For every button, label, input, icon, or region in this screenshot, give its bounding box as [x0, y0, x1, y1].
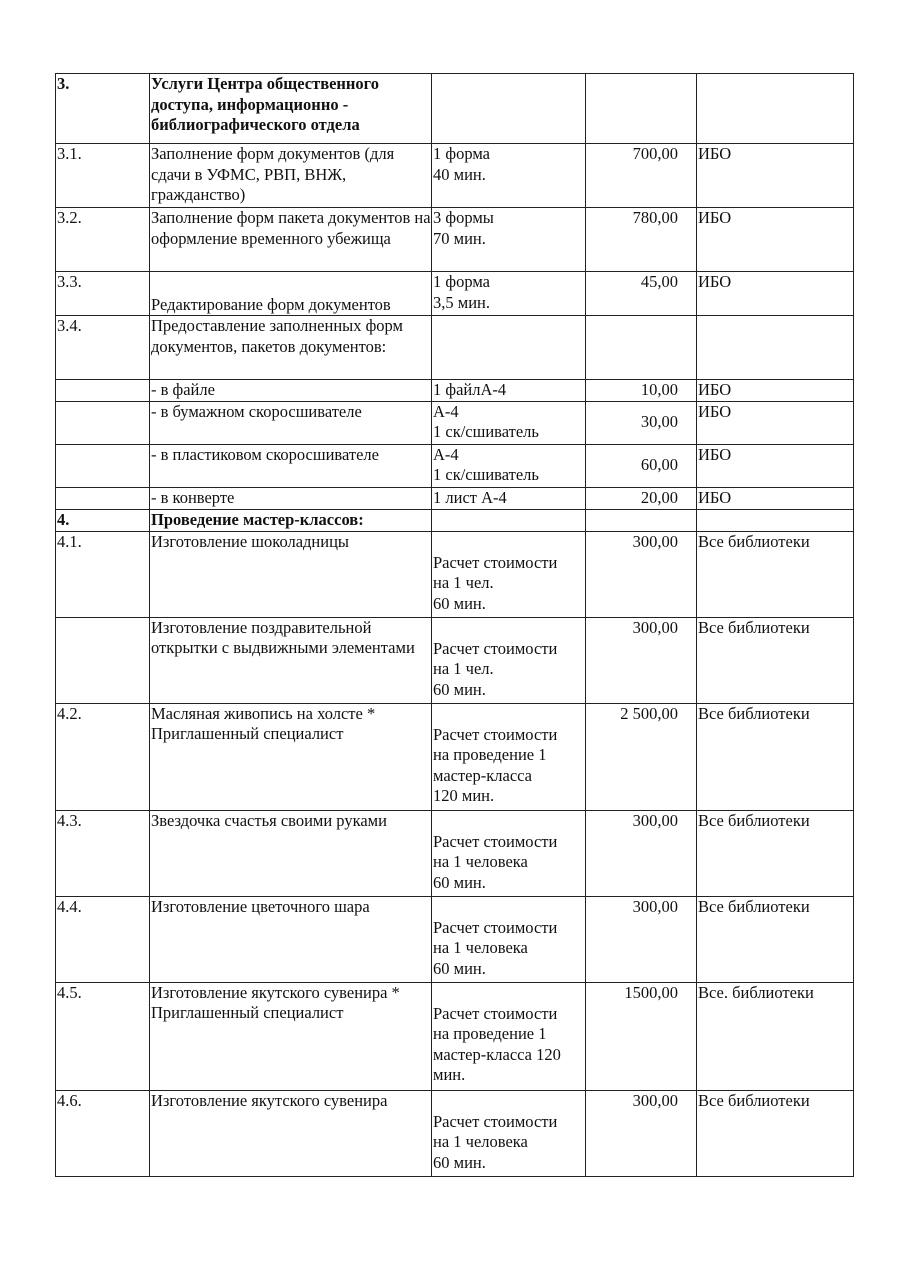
row-number: 3.1.: [56, 144, 150, 208]
row-number: 3.4.: [56, 316, 150, 380]
row-number: 4.6.: [56, 1090, 150, 1176]
unit-line: мастер-класса: [433, 765, 532, 785]
location-cell: ИБО: [697, 487, 854, 509]
service-name: Изготовление шоколадницы: [150, 531, 432, 617]
unit-line: 60 мин.: [433, 679, 486, 699]
location-cell: ИБО: [697, 208, 854, 272]
location-cell: [697, 316, 854, 380]
row-number: 4.1.: [56, 531, 150, 617]
unit-cell: [432, 617, 586, 703]
unit-line: на 1 человека: [433, 938, 528, 957]
location-cell: Все. библиотеки: [697, 982, 854, 1090]
table-row: [56, 316, 854, 380]
price-cell: 300,00: [586, 617, 697, 703]
row-number: 3.: [56, 74, 150, 144]
table-row: [56, 617, 854, 703]
unit-line: 1 ск/сшиватель: [433, 422, 539, 441]
unit-line: 40 мин.: [433, 164, 486, 184]
location-cell: ИБО: [697, 380, 854, 402]
unit-line: 60 мин.: [433, 1152, 486, 1172]
unit-cell: [432, 144, 586, 208]
unit-line: Расчет стоимости: [433, 917, 558, 937]
unit-cell: [432, 703, 586, 810]
price-cell: [586, 509, 697, 531]
table-row: [56, 509, 854, 531]
unit-line: 3,5 мин.: [433, 292, 490, 312]
unit-cell: [432, 509, 586, 531]
location-cell: Все библиотеки: [697, 896, 854, 982]
row-number: 4.4.: [56, 896, 150, 982]
table-row: [56, 810, 854, 896]
row-number: [56, 617, 150, 703]
unit-cell: [432, 401, 586, 444]
unit-line: А-4: [433, 401, 459, 421]
row-number: [56, 444, 150, 487]
unit-line: 120 мин.: [433, 786, 495, 805]
unit-line: Расчет стоимости: [433, 1003, 558, 1023]
unit-line: мин.: [433, 1065, 466, 1084]
price-cell: 300,00: [586, 896, 697, 982]
unit-cell: [432, 74, 586, 144]
price-cell: [586, 74, 697, 144]
price-cell: 1500,00: [586, 982, 697, 1090]
row-number: 4.3.: [56, 810, 150, 896]
location-cell: Все библиотеки: [697, 810, 854, 896]
unit-line: 60 мин.: [433, 593, 486, 613]
unit-line: мастер-класса 120: [433, 1044, 561, 1064]
location-cell: ИБО: [697, 444, 854, 487]
service-name: Изготовление якутского сувенира: [150, 1090, 432, 1176]
unit-cell: [432, 444, 586, 487]
price-cell: 45,00: [586, 272, 697, 316]
price-cell: 30,00: [586, 401, 697, 444]
unit-cell: [432, 1090, 586, 1176]
unit-cell: [432, 208, 586, 272]
unit-line: Расчет стоимости: [433, 724, 558, 744]
row-number: [56, 401, 150, 444]
service-name: Изготовление цветочного шара: [150, 896, 432, 982]
unit-cell: [432, 272, 586, 316]
table-row: [56, 380, 854, 402]
location-cell: [697, 509, 854, 531]
table-row: [56, 487, 854, 509]
location-cell: Все библиотеки: [697, 703, 854, 810]
price-cell: 300,00: [586, 531, 697, 617]
table-row: [56, 1090, 854, 1176]
service-name: Предоставление заполненных форм документов, пакетов документов:: [150, 316, 432, 380]
service-name: - в пластиковом скоросшивателе: [150, 444, 432, 487]
service-name: - в бумажном скоросшивателе: [150, 401, 432, 444]
service-name: Изготовление поздравительной открытки с выдвижными элементами: [150, 617, 432, 703]
location-cell: Все библиотеки: [697, 531, 854, 617]
price-cell: 780,00: [586, 208, 697, 272]
table-row: [56, 703, 854, 810]
unit-line: Расчет стоимости: [433, 552, 558, 572]
unit-cell: [432, 982, 586, 1090]
price-cell: 10,00: [586, 380, 697, 402]
price-cell: 300,00: [586, 1090, 697, 1176]
table-row: [56, 531, 854, 617]
price-list-page: [55, 73, 854, 1177]
location-cell: [697, 74, 854, 144]
table-row: [56, 272, 854, 316]
unit-cell: [432, 316, 586, 380]
unit-line: 70 мин.: [433, 228, 486, 248]
price-cell: 60,00: [586, 444, 697, 487]
unit-cell: [432, 487, 586, 509]
service-name: Проведение мастер-классов:: [150, 509, 432, 531]
unit-line: на 1 человека: [433, 852, 528, 871]
unit-line: 1 форма: [433, 144, 490, 163]
service-name: Изготовление якутского сувенира * Приглашенный специалист: [150, 982, 432, 1090]
location-cell: Все библиотеки: [697, 617, 854, 703]
service-name: Заполнение форм пакета документов на оформление временного убежища: [150, 208, 432, 272]
unit-line: 1 файлА-4: [433, 380, 507, 399]
table-row: [56, 208, 854, 272]
row-number: 3.3.: [56, 272, 150, 316]
row-number: 4.5.: [56, 982, 150, 1090]
service-name: Услуги Центра общественного доступа, информационно - библиографического отдела: [150, 74, 432, 144]
unit-line: на проведение 1: [433, 1024, 547, 1043]
location-cell: Все библиотеки: [697, 1090, 854, 1176]
unit-line: 1 ск/сшиватель: [433, 465, 539, 484]
table-row: [56, 74, 854, 144]
price-cell: 20,00: [586, 487, 697, 509]
unit-cell: [432, 380, 586, 402]
table-row: [56, 982, 854, 1090]
unit-line: 3 формы: [433, 208, 494, 227]
price-cell: 300,00: [586, 810, 697, 896]
unit-cell: [432, 810, 586, 896]
table-row: [56, 896, 854, 982]
row-number: 4.: [56, 509, 150, 531]
price-cell: 700,00: [586, 144, 697, 208]
unit-line: 60 мин.: [433, 958, 486, 978]
location-cell: ИБО: [697, 401, 854, 444]
row-number: [56, 487, 150, 509]
service-name: Звездочка счастья своими руками: [150, 810, 432, 896]
table-row: [56, 401, 854, 444]
unit-line: на 1 чел.: [433, 659, 494, 678]
price-table: [55, 73, 854, 1177]
location-cell: ИБО: [697, 272, 854, 316]
service-name: Заполнение форм документов (для сдачи в УФМС, РВП, ВНЖ, гражданство): [150, 144, 432, 208]
unit-line: на 1 чел.: [433, 573, 494, 592]
service-name: Редактирование форм документов: [150, 272, 432, 316]
price-cell: [586, 316, 697, 380]
table-row: [56, 144, 854, 208]
location-cell: ИБО: [697, 144, 854, 208]
price-cell: 2 500,00: [586, 703, 697, 810]
unit-line: на проведение 1: [433, 745, 547, 764]
unit-line: Расчет стоимости: [433, 831, 558, 851]
service-name: Масляная живопись на холсте * Приглашенный специалист: [150, 703, 432, 810]
unit-cell: [432, 531, 586, 617]
service-name: - в файле: [150, 380, 432, 402]
unit-line: на 1 человека: [433, 1132, 528, 1151]
unit-line: 60 мин.: [433, 872, 486, 892]
unit-line: 1 лист А-4: [433, 487, 507, 507]
row-number: 4.2.: [56, 703, 150, 810]
unit-cell: [432, 896, 586, 982]
table-row: [56, 444, 854, 487]
row-number: 3.2.: [56, 208, 150, 272]
unit-line: Расчет стоимости: [433, 1111, 558, 1131]
unit-line: А-4: [433, 444, 459, 464]
unit-line: 1 форма: [433, 272, 490, 291]
service-name: - в конверте: [150, 487, 432, 509]
unit-line: Расчет стоимости: [433, 638, 558, 658]
row-number: [56, 380, 150, 402]
